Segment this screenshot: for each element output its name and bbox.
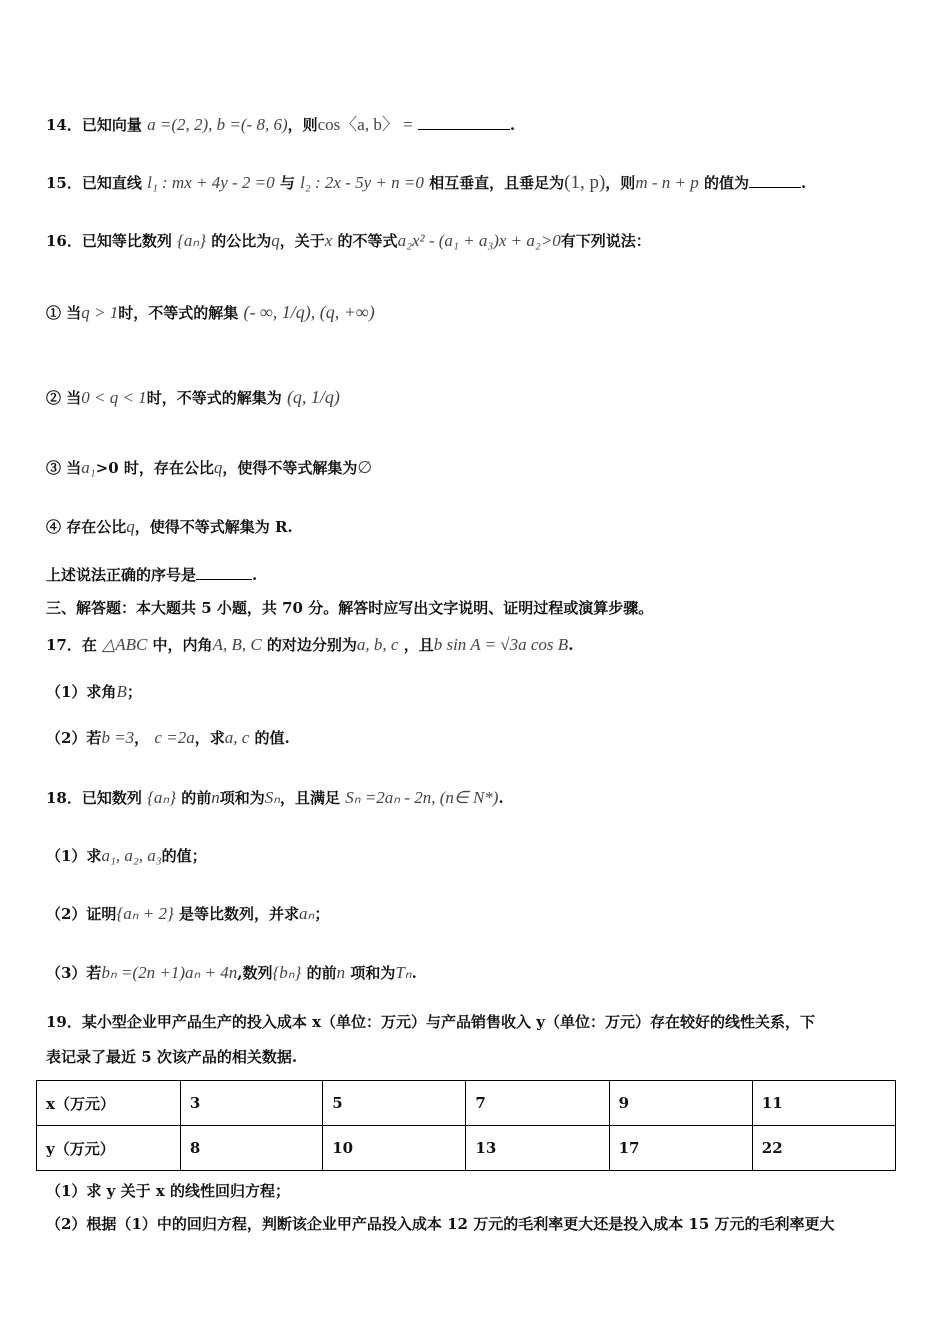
table-row-label: x（万元）	[37, 1081, 181, 1126]
q17-p1-text: （1）求角	[46, 683, 117, 701]
q14-period: .	[509, 116, 516, 134]
q16-ratio: q	[271, 231, 280, 250]
q17-p2-sep: ，	[134, 729, 150, 747]
summary-line	[46, 564, 910, 586]
q18-text-2: 的前	[181, 789, 212, 807]
table-row-label: y（万元）	[37, 1126, 181, 1171]
table-cell: 10	[323, 1126, 466, 1171]
q18-p3-sequence: {bₙ}	[272, 963, 302, 982]
q18-p2-text-2: 是等比数列，并求	[179, 905, 300, 923]
q18-p1-end: 的值；	[161, 847, 207, 865]
question-19-line-2: 表记录了最近 5 次该产品的相关数据.	[46, 1048, 298, 1066]
table-cell: 9	[609, 1081, 752, 1126]
question-16	[46, 230, 910, 252]
statement-4	[46, 516, 910, 538]
q17-triangle: △ABC	[102, 635, 148, 654]
q18-text-1: 已知数列	[81, 789, 142, 807]
table-row	[37, 1126, 896, 1171]
q17-sides: a, b, c	[356, 635, 399, 654]
q17-period: .	[568, 636, 574, 654]
q18-p2-term: aₙ	[299, 904, 315, 923]
q17-condition: b sin A = √3a cos B	[433, 635, 569, 654]
summary-answer-blank	[196, 565, 252, 580]
q18-n: n	[211, 788, 220, 807]
q17-p2-b: b =3	[101, 728, 135, 747]
empty-set-symbol: ∅	[357, 458, 373, 477]
q16-inequality: a₂x² - (a₁ + a₃)x + a₂>0	[397, 231, 561, 250]
s1-text-2: 时，不等式的解集	[118, 304, 239, 322]
s3-ratio: q	[213, 458, 223, 477]
q16-sequence: {aₙ}	[177, 231, 206, 250]
q18-text-4: ，且满足	[280, 789, 341, 807]
table-cell: 17	[609, 1126, 752, 1171]
q18-p3-n: n	[336, 963, 346, 982]
q15-expression: m - n + p	[635, 173, 699, 192]
table-cell: 7	[466, 1081, 609, 1126]
s3-text-3: ，使得不等式解集为	[222, 459, 358, 477]
q14-text-2: ，则	[287, 116, 318, 134]
q17-text-3: 的对边分别为	[266, 636, 357, 654]
question-19-line-1	[46, 1011, 910, 1033]
q18-p3-end: .	[411, 964, 417, 982]
s3-text-2: >0 时，存在公比	[95, 459, 214, 477]
q19-number: 19．	[46, 1013, 82, 1031]
q15-line-l2: l₂ : 2x - 5y + n =0	[300, 173, 424, 192]
q15-text-3: 相互垂直，且垂足为	[429, 174, 565, 192]
q18-p3-bn: bₙ =(2n +1)aₙ + 4n	[101, 963, 238, 982]
table-cell: 5	[323, 1081, 466, 1126]
s2-solution-set: (q, 1/q)	[286, 387, 340, 407]
table-cell: 11	[752, 1081, 895, 1126]
q18-text-3: 项和为	[219, 789, 265, 807]
q18-sum: Sₙ	[264, 788, 281, 807]
statement-3	[46, 457, 910, 479]
s3-term: a₁	[81, 458, 96, 477]
q18-p3-text-2: ,数列	[237, 964, 273, 982]
q18-p1-terms: a₁, a₂, a₃	[101, 846, 162, 865]
q15-line-l1: l₁ : mx + 4y - 2 =0	[147, 173, 275, 192]
q18-condition: Sₙ =2aₙ - 2n, (n∈ N*)	[345, 788, 499, 807]
q14-text-1: 已知向量	[81, 116, 142, 134]
q17-part-2	[46, 727, 910, 749]
q15-number: 15．	[46, 174, 82, 192]
q15-text-2: 与	[279, 174, 295, 192]
q18-p3-text-4: 项和为	[350, 964, 396, 982]
q14-vectors: a =(2, 2), b =(- 8, 6)	[147, 115, 288, 134]
q18-p1-text: （1）求	[46, 847, 102, 865]
q17-p2-text-2: ，求	[194, 729, 225, 747]
table-cell: 3	[180, 1081, 322, 1126]
q17-number: 17．	[46, 636, 82, 654]
q15-answer-blank	[749, 173, 801, 188]
s1-solution-set: (- ∞, 1/q), (q, +∞)	[243, 302, 375, 322]
s4-ratio: q	[126, 517, 135, 536]
q18-p2-end: ；	[314, 905, 330, 923]
q17-p1-angle: B	[116, 682, 127, 701]
q18-part-1	[46, 845, 910, 867]
q17-p2-text: （2）若	[46, 729, 102, 747]
s2-condition: 0 < q < 1	[81, 388, 147, 407]
q18-number: 18．	[46, 789, 82, 807]
question-17	[46, 634, 910, 656]
q17-text-1: 在	[81, 636, 97, 654]
q18-p3-tn: Tₙ	[395, 963, 412, 982]
q15-text-4: ，则	[605, 174, 636, 192]
section-3-heading: 三、解答题：本大题共 5 小题，共 70 分。解答时应写出文字说明、证明过程或演算步骤。	[46, 599, 654, 617]
q15-text-5: 的值为	[703, 174, 749, 192]
table-cell: 13	[466, 1126, 609, 1171]
table-cell: 8	[180, 1126, 322, 1171]
question-14	[46, 114, 910, 136]
s4-text-1: ④ 存在公比	[46, 518, 127, 536]
q17-p2-unknowns: a, c	[224, 728, 250, 747]
q15-foot-point: (1, p)	[564, 172, 606, 193]
question-18	[46, 787, 910, 809]
q18-part-3	[46, 962, 910, 984]
data-table	[36, 1080, 896, 1171]
q16-text-1: 已知等比数列	[81, 232, 172, 250]
q18-p2-text: （2）证明	[46, 905, 117, 923]
s3-text-1: ③ 当	[46, 459, 82, 477]
q17-part-1	[46, 681, 910, 703]
q16-text-4: 的不等式	[337, 232, 398, 250]
q18-sequence: {aₙ}	[147, 788, 176, 807]
q18-p3-text-3: 的前	[306, 964, 337, 982]
q17-p2-end: 的值.	[254, 729, 290, 747]
summary-text: 上述说法正确的序号是	[46, 566, 197, 584]
q17-text-2: 中，内角	[152, 636, 213, 654]
table-row	[37, 1081, 896, 1126]
q18-period: .	[498, 789, 504, 807]
q16-number: 16．	[46, 232, 82, 250]
q18-part-2	[46, 903, 910, 925]
q18-p2-sequence: {aₙ + 2}	[116, 904, 174, 923]
question-15	[46, 172, 910, 194]
q14-answer-blank	[418, 115, 510, 130]
q19-part-2: （2）根据（1）中的回归方程，判断该企业甲产品投入成本 12 万元的毛利率更大还是投入成本 15 万元的毛利率更大	[46, 1215, 835, 1233]
statement-2	[46, 386, 910, 409]
statement-1	[46, 301, 910, 324]
q19-text-1: 某小型企业甲产品生产的投入成本 x（单位：万元）与产品销售收入 y（单位：万元）存在较好的线性关系，下	[81, 1013, 815, 1031]
q16-text-5: 有下列说法：	[560, 232, 651, 250]
q16-variable: x	[324, 231, 333, 250]
q18-p3-text: （3）若	[46, 964, 102, 982]
s1-text-1: ① 当	[46, 304, 82, 322]
q15-text-1: 已知直线	[81, 174, 142, 192]
q15-period: .	[800, 174, 807, 192]
q16-text-2: 的公比为	[211, 232, 272, 250]
s2-text-2: 时，不等式的解集为	[146, 389, 282, 407]
q17-text-4: ，且	[403, 636, 434, 654]
q17-angles: A, B, C	[212, 635, 262, 654]
summary-period: .	[252, 566, 258, 584]
s1-condition: q > 1	[81, 303, 119, 322]
q19-part-1: （1）求 y 关于 x 的线性回归方程；	[46, 1182, 290, 1200]
table-cell: 22	[752, 1126, 895, 1171]
q14-number: 14．	[46, 116, 82, 134]
q17-p1-end: ；	[126, 683, 142, 701]
s2-text-1: ② 当	[46, 389, 82, 407]
q17-p2-c: c =2a	[154, 728, 195, 747]
q14-cos: cos〈a, b〉 =	[317, 115, 413, 134]
q16-text-3: ，关于	[279, 232, 325, 250]
s4-text-2: ，使得不等式解集为 R.	[134, 518, 293, 536]
